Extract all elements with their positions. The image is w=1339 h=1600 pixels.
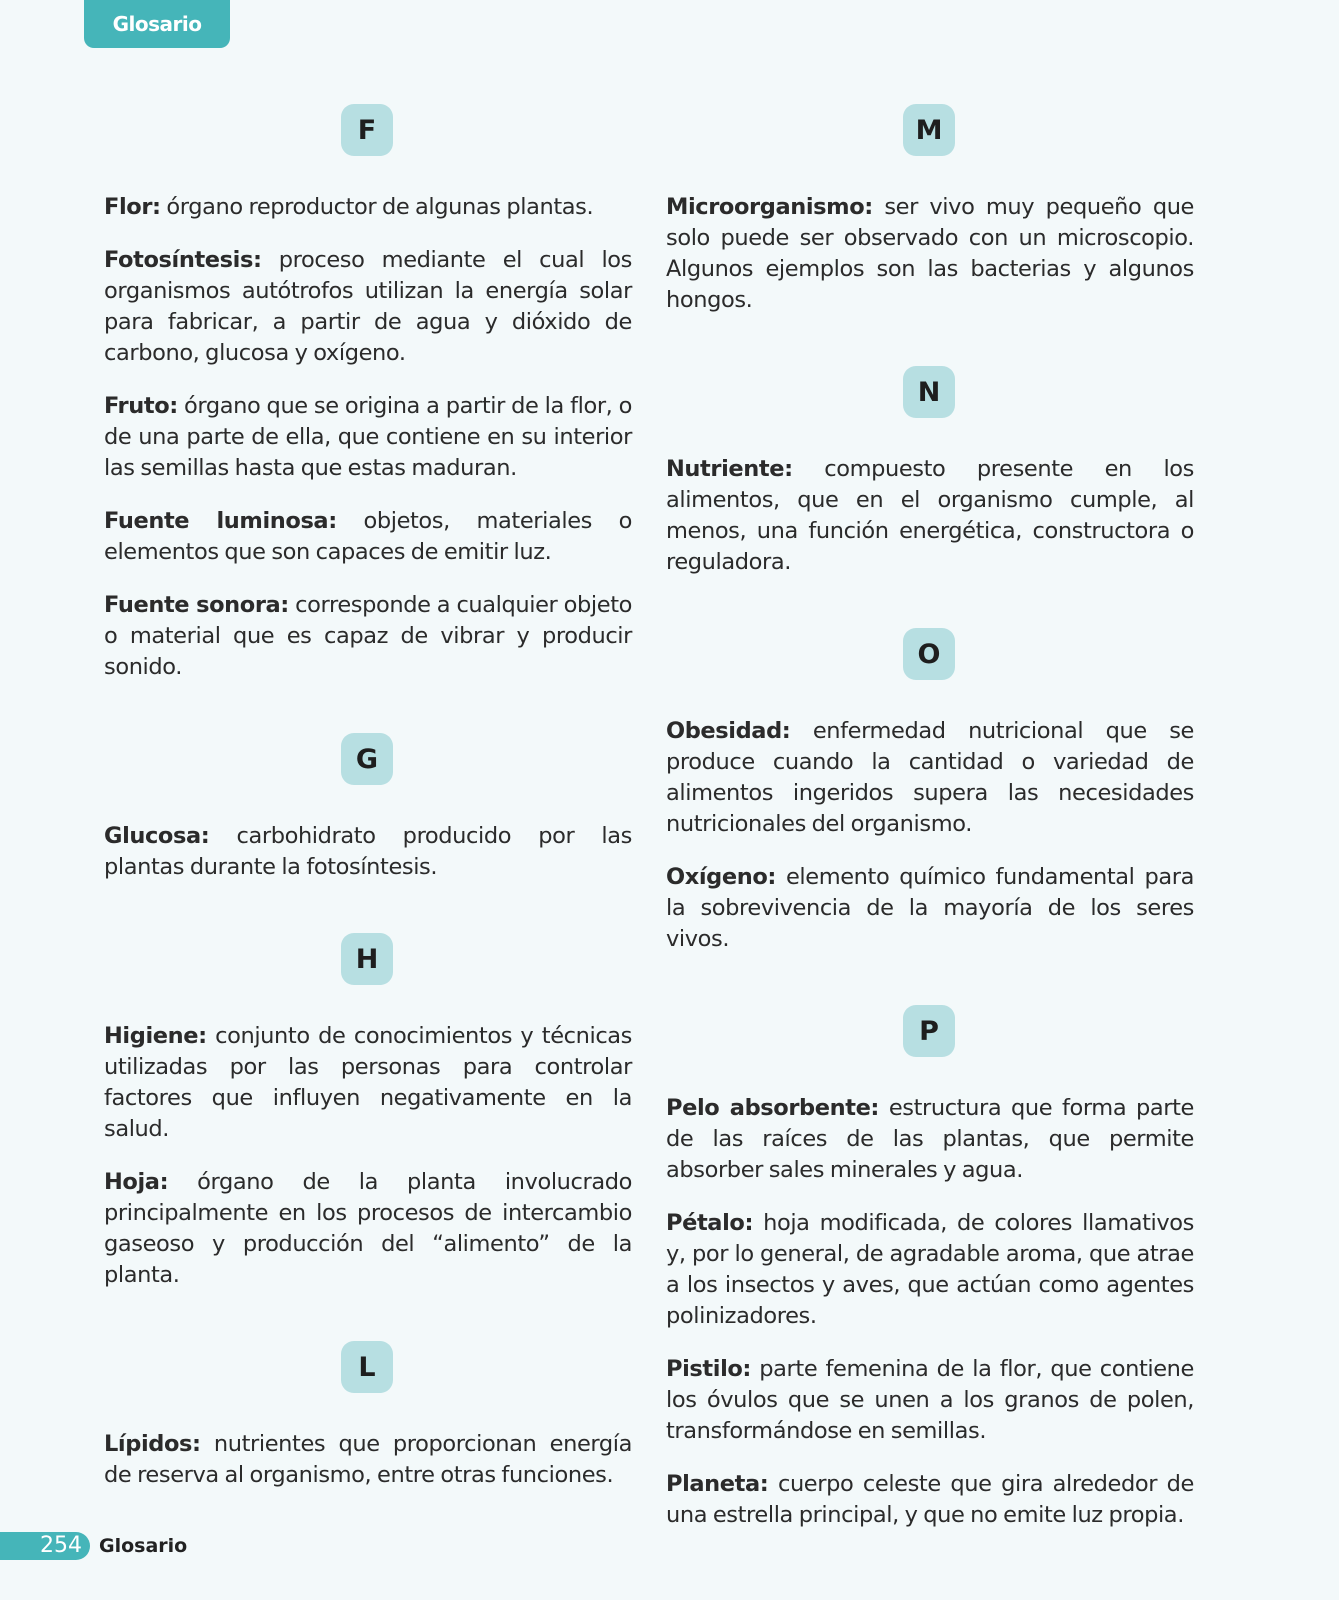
letter-badge: L — [341, 1341, 393, 1393]
letter-heading-p — [666, 1005, 1194, 1057]
glossary-entry — [666, 454, 1194, 578]
entry-term: Oxígeno: — [666, 864, 776, 890]
entry-definition: proceso mediante el cual los organismos autótrofos utilizan la energía solar para fabricar, a partir de agua y dióxido de carbono, glucosa y oxígeno. — [104, 247, 632, 366]
entry-definition: hoja modificada, de colores llamativos y, por lo general, de agradable aroma, que atrae a los insectos y aves, que actúan como agentes polinizadores. — [666, 1210, 1194, 1329]
glossary-entry — [104, 1429, 632, 1491]
letter-badge: M — [903, 104, 955, 156]
entry-definition: corresponde a cualquier objeto o material que es capaz de vibrar y producir sonido. — [104, 592, 633, 680]
entry-definition: compuesto presente en los alimentos, que en el organismo cumple, al menos, una función energética, constructora o reguladora. — [666, 456, 1194, 575]
letter-badge: P — [903, 1005, 955, 1057]
entry-definition: conjunto de conocimientos y técnicas utilizadas por las personas para controlar factores que influyen negativamente en la salud. — [104, 1023, 632, 1142]
glossary-entry — [666, 192, 1194, 316]
letter-badge: G — [341, 733, 393, 785]
glossary-entry — [104, 1021, 632, 1145]
entry-term: Planeta: — [666, 1471, 769, 1497]
glossary-entry — [666, 1208, 1194, 1332]
left-column — [104, 104, 632, 1513]
entry-definition: objetos, materiales o elementos que son capaces de emitir luz. — [104, 508, 632, 565]
entry-term: Fotosíntesis: — [104, 247, 262, 273]
glossary-entry — [104, 1167, 632, 1291]
letter-badge: N — [903, 366, 955, 418]
letter-heading-l — [104, 1341, 632, 1393]
letter-badge: F — [341, 104, 393, 156]
glossary-entry — [104, 506, 632, 568]
entry-definition: órgano que se origina a partir de la flor, o de una parte de ella, que contiene en su interior las semillas hasta que estas maduran. — [104, 393, 632, 481]
glossary-entry — [666, 1469, 1194, 1531]
entry-definition: carbohidrato producido por las plantas durante la fotosíntesis. — [104, 823, 632, 880]
footer-section-label: Glosario — [99, 1535, 188, 1557]
entry-definition: estructura que forma parte de las raíces de las plantas, que permite absorber sales minerales y agua. — [666, 1095, 1194, 1183]
entry-definition: elemento químico fundamental para la sobrevivencia de la mayoría de los seres vivos. — [666, 864, 1194, 952]
entry-term: Lípidos: — [104, 1431, 201, 1457]
glossary-entry — [104, 821, 632, 883]
entry-definition: enfermedad nutricional que se produce cuando la cantidad o variedad de alimentos ingeridos supera las necesidades nutricionales del organismo. — [666, 718, 1194, 837]
entry-term: Nutriente: — [666, 456, 793, 482]
entry-definition: órgano de la planta involucrado principalmente en los procesos de intercambio gaseoso y producción del “alimento” de la planta. — [104, 1169, 632, 1288]
entry-definition: parte femenina de la flor, que contiene los óvulos que se unen a los granos de polen, transformándose en semillas. — [666, 1356, 1194, 1444]
entry-definition: cuerpo celeste que gira alrededor de una estrella principal, y que no emite luz propia. — [666, 1471, 1194, 1528]
letter-heading-n — [666, 366, 1194, 418]
section-tab-label: Glosario — [112, 12, 202, 36]
entry-definition: nutrientes que proporcionan energía de reserva al organismo, entre otras funciones. — [104, 1431, 632, 1488]
entry-definition: órgano reproductor de algunas plantas. — [160, 194, 594, 220]
entry-term: Higiene: — [104, 1023, 207, 1049]
glossary-entry — [666, 716, 1194, 840]
letter-heading-g — [104, 733, 632, 785]
letter-heading-o — [666, 628, 1194, 680]
glossary-entry — [666, 862, 1194, 955]
section-tab — [84, 0, 230, 48]
glossary-entry — [666, 1354, 1194, 1447]
letter-badge: H — [341, 933, 393, 985]
page-number: 254 — [40, 1533, 82, 1558]
entry-term: Fuente luminosa: — [104, 508, 337, 534]
letter-badge: O — [903, 628, 955, 680]
letter-heading-m — [666, 104, 1194, 156]
entry-term: Pelo absorbente: — [666, 1095, 880, 1121]
entry-term: Fruto: — [104, 393, 178, 419]
letter-heading-h — [104, 933, 632, 985]
entry-term: Flor: — [104, 194, 161, 220]
letter-heading-f — [104, 104, 632, 156]
entry-term: Pétalo: — [666, 1210, 754, 1236]
glossary-entry — [104, 245, 632, 369]
glossary-entry — [104, 590, 632, 683]
entry-term: Fuente sonora: — [104, 592, 289, 618]
glossary-entry — [666, 1093, 1194, 1186]
entry-term: Hoja: — [104, 1169, 169, 1195]
entry-term: Obesidad: — [666, 718, 791, 744]
glossary-entry — [104, 391, 632, 484]
glossary-entry — [104, 192, 632, 223]
entry-definition: ser vivo muy pequeño que solo puede ser observado con un microscopio. Algunos ejemplos son las bacterias y algunos hongos. — [666, 194, 1194, 313]
right-column — [666, 104, 1194, 1553]
entry-term: Glucosa: — [104, 823, 210, 849]
entry-term: Microorganismo: — [666, 194, 873, 220]
entry-term: Pistilo: — [666, 1356, 752, 1382]
